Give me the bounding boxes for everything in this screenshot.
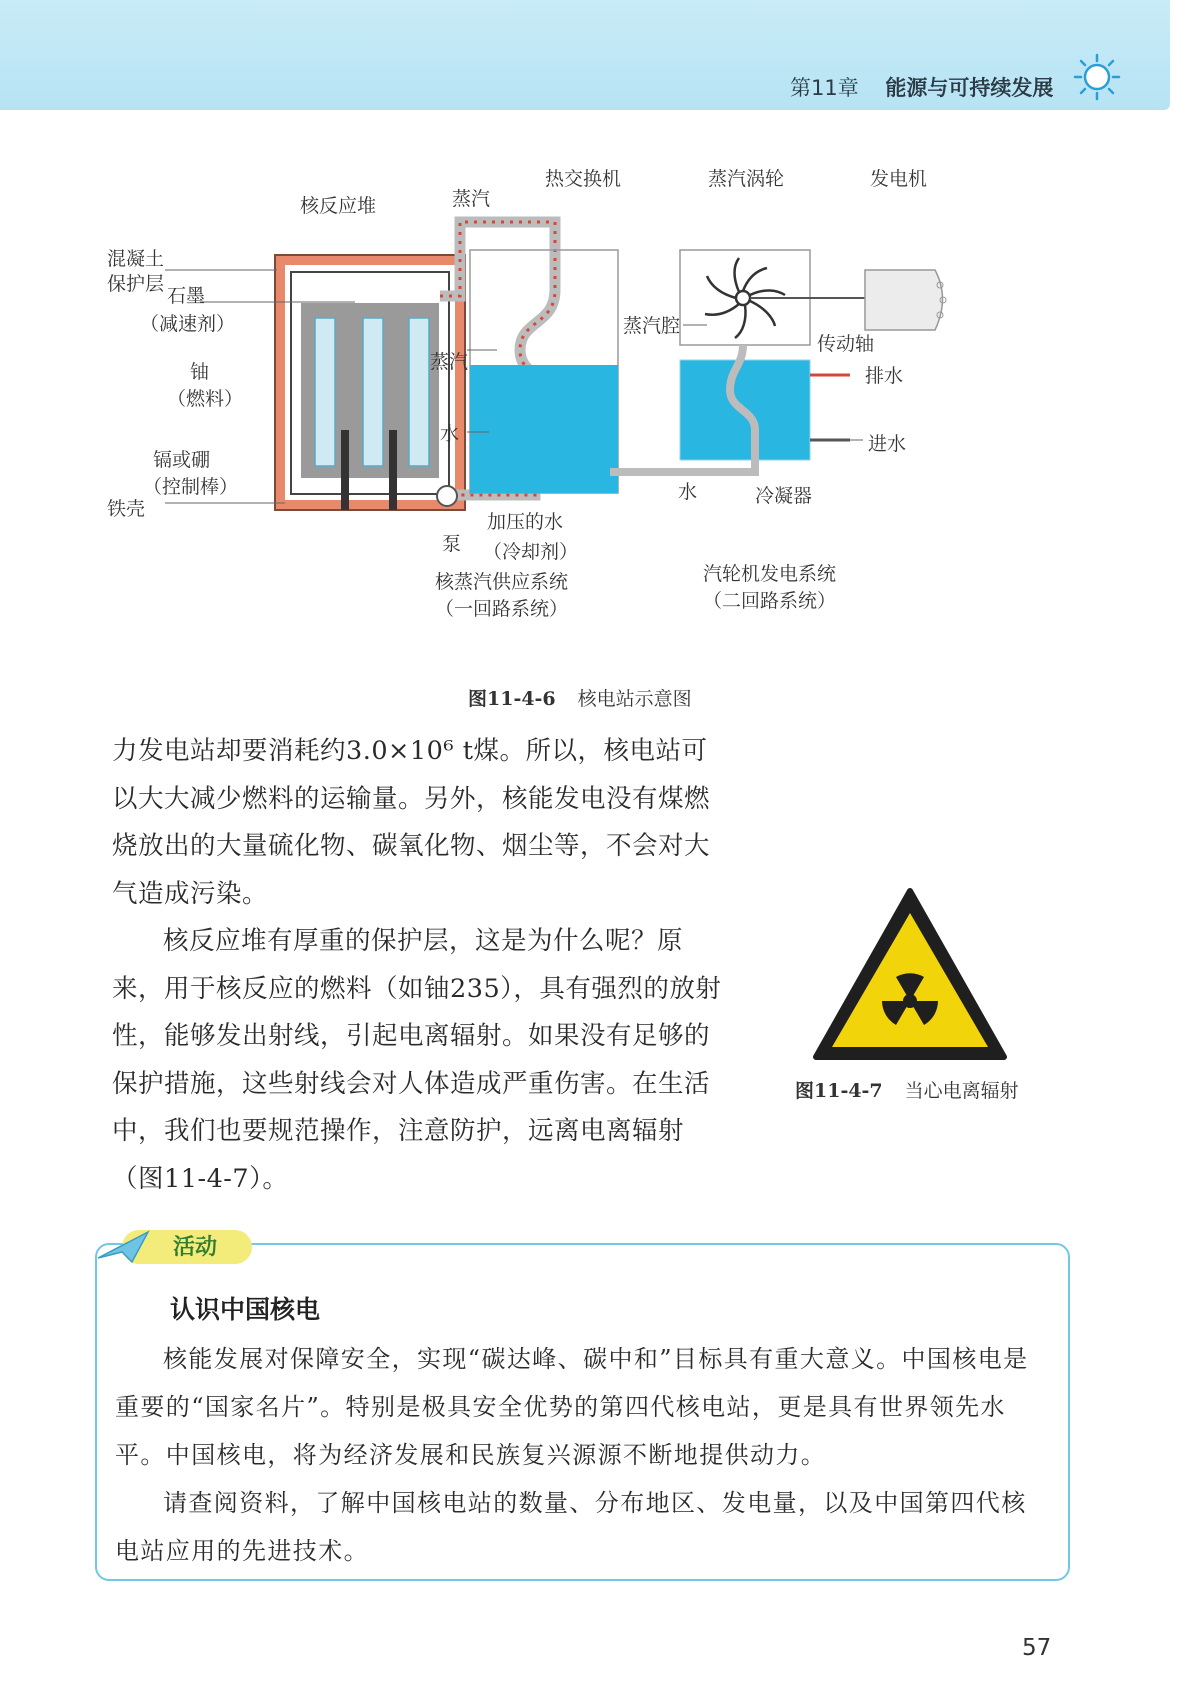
label-heat-exchanger: 热交换机 (545, 168, 622, 190)
activity-paragraph-2: 请查阅资料，了解中国核电站的数量、分布地区、发电量，以及中国第四代核电站应用的先进技术。 (115, 1489, 1027, 1565)
label-moderator: （减速剂） (140, 313, 236, 335)
label-pump: 泵 (442, 533, 462, 555)
figure-title-2: 当心电离辐射 (904, 1080, 1019, 1102)
label-control-rod: （控制棒） (143, 476, 239, 498)
heat-exchanger-water (470, 365, 618, 493)
activity-label: 活动 (173, 1235, 218, 1260)
sun-icon (1072, 52, 1122, 102)
label-steam-chamber: 蒸汽腔 (623, 315, 681, 337)
label-steam-mid: 蒸汽 (430, 351, 469, 373)
chapter-title: 能源与可持续发展 (885, 76, 1054, 100)
activity-text (115, 1335, 1050, 1575)
label-turbine: 蒸汽涡轮 (708, 168, 785, 190)
chapter-number: 第11章 (790, 76, 859, 100)
figure-caption-2 (795, 1076, 1019, 1103)
figure-number-2: 图11-4-7 (795, 1080, 883, 1102)
label-coolant: （冷却剂） (483, 541, 579, 563)
label-shield: 保护层 (107, 273, 165, 295)
body-text (112, 728, 732, 1203)
label-pressurized-water: 加压的水 (487, 511, 564, 533)
label-drain: 排水 (865, 365, 904, 387)
reactor-vessel (275, 255, 465, 510)
label-concrete: 混凝土 (107, 248, 165, 270)
radiation-warning-icon (810, 885, 1010, 1065)
chapter-header (790, 72, 1053, 102)
label-water-bottom: 水 (678, 481, 698, 503)
figure-number-1: 图11-4-6 (468, 688, 556, 710)
label-fuel: （燃料） (167, 388, 244, 410)
nuclear-plant-diagram (105, 160, 1075, 680)
label-iron-shell: 铁壳 (107, 498, 146, 520)
label-cadmium-boron: 镉或硼 (153, 449, 211, 471)
label-secondary-system: 汽轮机发电系统 (703, 563, 837, 585)
generator-icon (865, 270, 946, 330)
label-primary-loop: （一回路系统） (435, 598, 569, 620)
paragraph-2: 核反应堆有厚重的保护层，这是为什么呢？原来，用于核反应的燃料（如铀235），具有强烈的放射性，能够发出射线，引起电离辐射。如果没有足够的保护措施，这些射线会对人体造成严重伤害。在生活中，我们也要规范操作，注意防护，远离电离辐射（图11-4-7）。 (112, 926, 722, 1194)
label-shaft: 传动轴 (817, 333, 875, 355)
label-steam-top: 蒸汽 (452, 188, 491, 210)
paragraph-1: 力发电站却要消耗约3.0×10⁶ t煤。所以，核电站可以大大减少燃料的运输量。另外，核能发电没有煤燃烧放出的大量硫化物、碳氧化物、烟尘等，不会对大气造成污染。 (112, 736, 711, 909)
label-condenser: 冷凝器 (755, 485, 813, 507)
page-number: 57 (1022, 1635, 1052, 1661)
label-inlet: 进水 (868, 433, 907, 455)
label-primary-system: 核蒸汽供应系统 (435, 571, 569, 593)
activity-heading: 认识中国核电 (170, 1295, 321, 1324)
pump-icon (437, 486, 457, 506)
label-water-left: 水 (440, 423, 460, 445)
label-generator: 发电机 (870, 168, 928, 190)
label-secondary-loop: （二回路系统） (703, 590, 837, 612)
figure-title-1: 核电站示意图 (577, 688, 692, 710)
label-uranium: 铀 (190, 361, 210, 383)
label-reactor: 核反应堆 (300, 195, 377, 217)
figure-caption-1 (468, 684, 692, 711)
label-graphite: 石墨 (167, 285, 206, 307)
activity-paragraph-1: 核能发展对保障安全，实现“碳达峰、碳中和”目标具有重大意义。中国核电是重要的“国家名片”。特别是极具安全优势的第四代核电站，更是具有世界领先水平。中国核电，将为经济发展和民族复兴源源不断地提供动力。 (115, 1345, 1029, 1469)
activity-badge (92, 1222, 252, 1272)
